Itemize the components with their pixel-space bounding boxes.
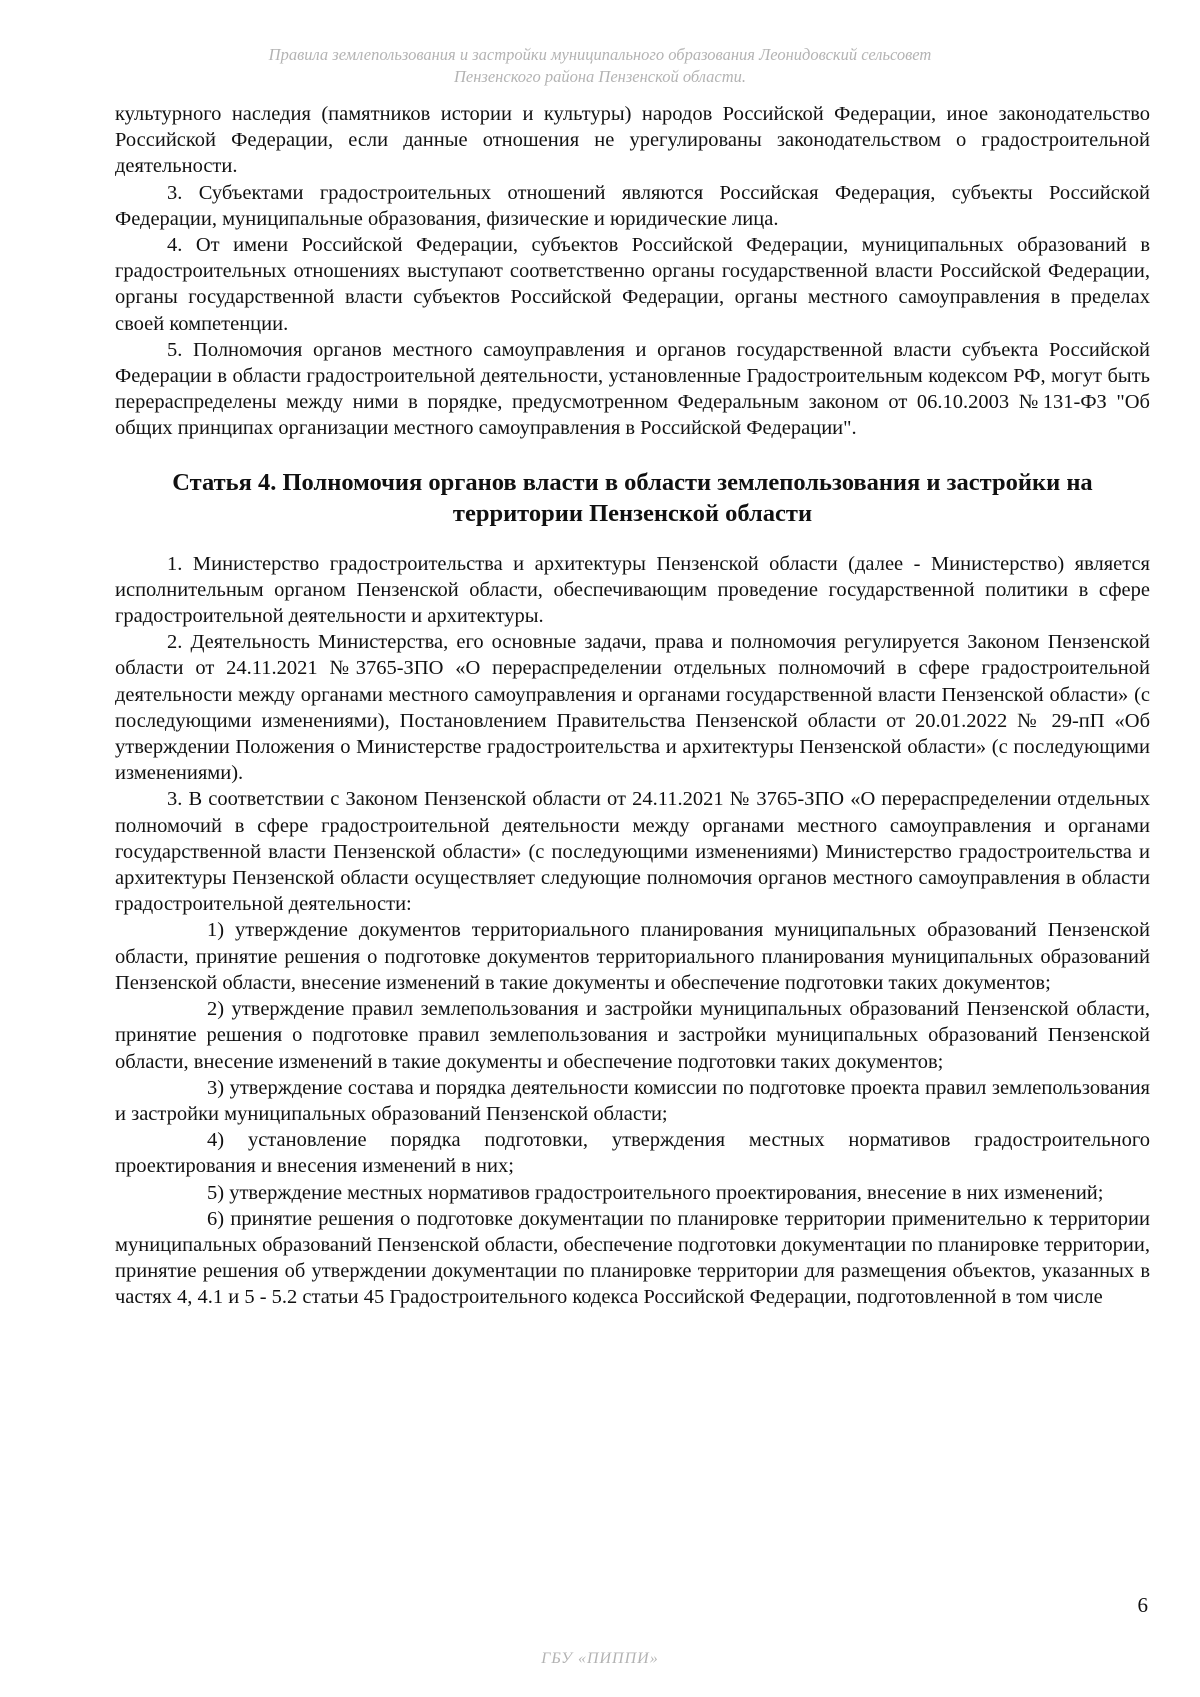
paragraph-3: 3. Субъектами градостроительных отношений являются Российская Федерация, субъекты Российской Федерации, муниципальные образования, физические и юридические лица. — [115, 181, 1150, 230]
header-line-2: Пензенского района Пензенской области. — [454, 67, 746, 86]
paragraph-continuation: культурного наследия (памятников истории и культуры) народов Российской Федерации, иное законодательство Российской Федерации, если данные отношения не урегулированы законодательством о градостроительной деятельности. — [115, 103, 1150, 178]
paragraph-5: 5. Полномочия органов местного самоуправления и органов государственной власти субъекта Российской Федерации в области градостроительной деятельности, установленные Градостроительным кодексом РФ, могут быть перераспределены между ними в порядке, предусмотренном Федеральным законом от 06.10.2003 №131-ФЗ "Об общих принципах организации местного самоуправления в Российской Федерации". — [115, 338, 1150, 440]
list-item-4: 4) установление порядка подготовки, утверждения местных нормативов градостроительного проектирования и внесения изменений в них; — [115, 1129, 1150, 1178]
list-item-1: 1) утверждение документов территориального планирования муниципальных образований Пензенской области, принятие решения о подготовке документов территориального планирования муниципальных образований Пензенской области, внесение изменений в такие документы и обеспечение подготовки таких документов; — [115, 919, 1150, 994]
document-body — [115, 101, 1150, 1311]
list-item-6: 6) принятие решения о подготовке документации по планировке территории применительно к территории муниципальных образований Пензенской области, обеспечение подготовки документации по планировке территории, принятие решения об утверждении документации по планировке территории для размещения объектов, указанных в частях 4, 4.1 и 5 - 5.2 статьи 45 Градостроительного кодекса Российской Федерации, подготовленной в том числе — [115, 1207, 1150, 1309]
list-item-3: 3) утверждение состава и порядка деятельности комиссии по подготовке проекта правил землепользования и застройки муниципальных образований Пензенской области; — [115, 1076, 1150, 1125]
running-header — [0, 44, 1200, 88]
running-footer: ГБУ «ПИППИ» — [541, 1650, 659, 1667]
list-item-5: 5) утверждение местных нормативов градостроительного проектирования, внесение в них изменений; — [207, 1181, 1104, 1204]
list-item-2: 2) утверждение правил землепользования и застройки муниципальных образований Пензенской области, принятие решения о подготовке правил землепользования и застройки муниципальных образований Пензенской области, внесение изменений в такие документы и обеспечение подготовки таких документов; — [115, 998, 1150, 1073]
page-number: 6 — [1137, 1593, 1148, 1617]
article-paragraph-2: 2. Деятельность Министерства, его основные задачи, права и полномочия регулируется Законом Пензенской области от 24.11.2021 №3765-ЗПО «О перераспределении отдельных полномочий в сфере градостроительной деятельности между органами местного самоуправления и органами государственной власти Пензенской области» (с последующими изменениями), Постановлением Правительства Пензенской области от 20.01.2022 № 29-пП «Об утверждении Положения о Министерстве градостроительства и архитектуры Пензенской области» (с последующими изменениями). — [115, 631, 1150, 785]
article-paragraph-1: 1. Министерство градостроительства и архитектуры Пензенской области (далее - Министерство) является исполнительным органом Пензенской области, обеспечивающим проведение государственной политики в сфере градостроительной деятельности и архитектуры. — [115, 552, 1150, 628]
header-line-1: Правила землепользования и застройки муниципального образования Леонидовский сельсовет — [268, 45, 932, 64]
article-heading: Статья 4. Полномочия органов власти в области землепользования и застройки на территории Пензенской области — [172, 468, 1093, 527]
article-paragraph-3: 3. В соответствии с Законом Пензенской области от 24.11.2021 № 3765-ЗПО «О перераспределении отдельных полномочий в сфере градостроительной деятельности между органами местного самоуправления и органами государственной власти Пензенской области» (с последующими изменениями) Министерство градостроительства и архитектуры Пензенской области осуществляет следующие полномочия органов местного самоуправления в области градостроительной деятельности: — [115, 788, 1150, 916]
paragraph-4: 4. От имени Российской Федерации, субъектов Российской Федерации, муниципальных образований в градостроительных отношениях выступают соответственно органы государственной власти Российской Федерации, органы государственной власти субъектов Российской Федерации, органы местного самоуправления в пределах своей компетенции. — [115, 234, 1150, 335]
